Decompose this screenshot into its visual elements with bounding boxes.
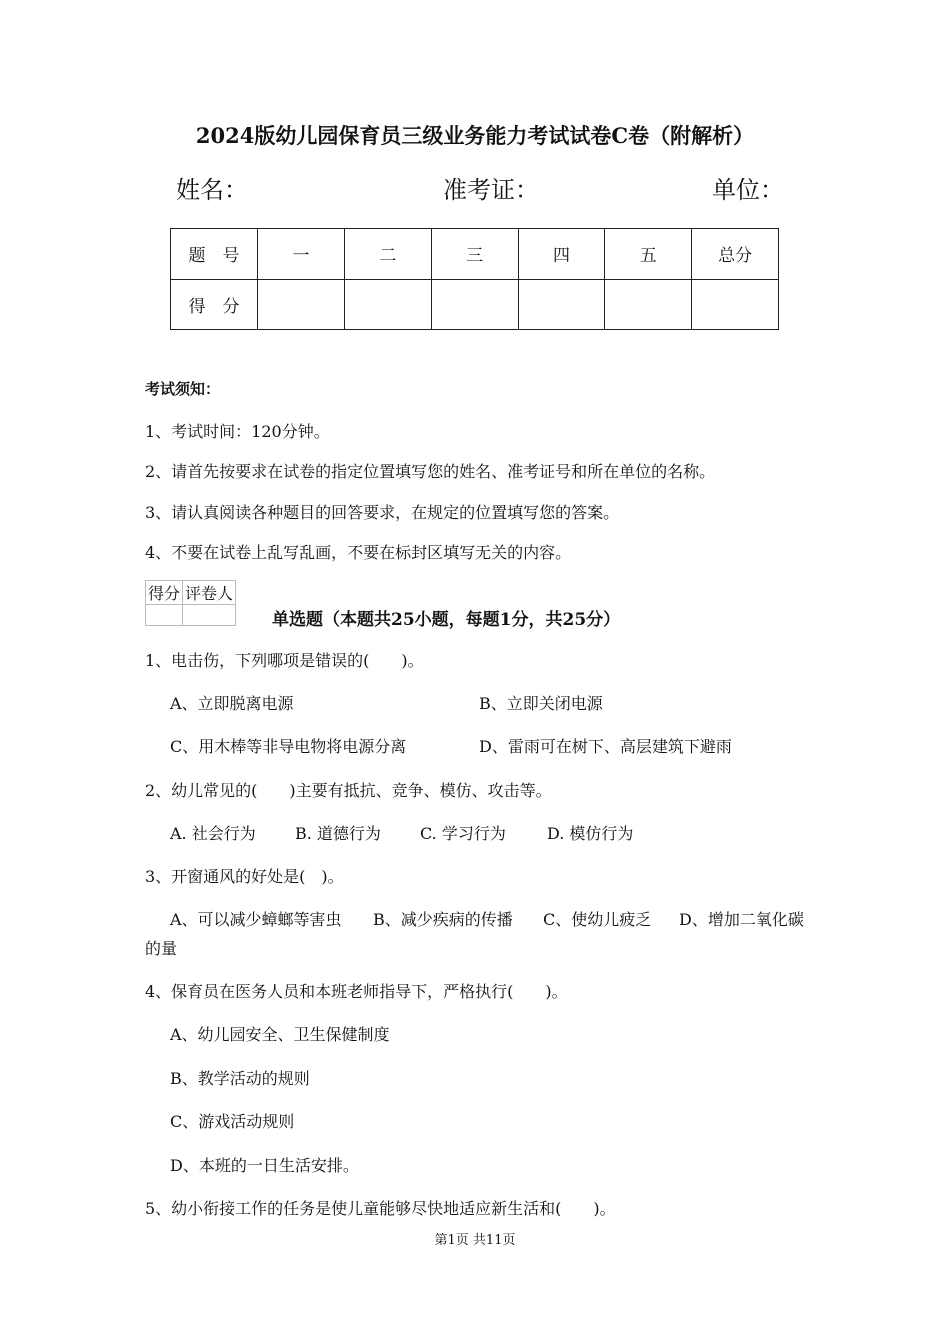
question-stem: 2、幼儿常见的( )主要有抵抗、竞争、模仿、攻击等。: [145, 781, 552, 800]
score-table-header-cell: 二: [344, 229, 431, 280]
option-b: B、减少疾病的传播: [373, 910, 513, 929]
question-stem: 3、开窗通风的好处是( )。: [145, 867, 344, 886]
score-row-label: 得 分: [171, 279, 258, 330]
score-cell[interactable]: [258, 279, 345, 330]
question-stem: 1、电击伤，下列哪项是错误的( )。: [145, 651, 424, 670]
grader-name-label: 评卷人: [183, 581, 236, 605]
grader-name-cell[interactable]: [183, 605, 236, 626]
page-footer: 第1页 共11页: [434, 1233, 516, 1248]
note-item: 4、不要在试卷上乱写乱画，不要在标封区填写无关的内容。: [145, 543, 572, 562]
option-a: A、可以减少蟑螂等害虫: [170, 910, 342, 929]
score-table: [170, 228, 779, 330]
option-b: B、教学活动的规则: [170, 1069, 310, 1088]
note-item: 1、考试时间：120分钟。: [145, 422, 330, 441]
option-a: A、幼儿园安全、卫生保健制度: [170, 1025, 390, 1044]
option-d: D、增加二氧化碳: [679, 910, 804, 929]
notes-heading: 考试须知：: [145, 380, 221, 398]
grader-score-label: 得分: [146, 581, 183, 605]
option-c: C. 学习行为: [420, 824, 506, 843]
option-d: D. 模仿行为: [547, 824, 634, 843]
option-c: C、游戏活动规则: [170, 1112, 295, 1131]
score-cell[interactable]: [605, 279, 692, 330]
section-title: 单选题（本题共25小题，每题1分，共25分）: [272, 610, 621, 630]
score-table-header-cell: 题 号: [171, 229, 258, 280]
option-c: C、使幼儿疲乏: [543, 910, 652, 929]
grader-box: [145, 580, 236, 626]
note-item: 2、请首先按要求在试卷的指定位置填写您的姓名、准考证号和所在单位的名称。: [145, 462, 716, 481]
page-title: 2024版幼儿园保育员三级业务能力考试试卷C卷（附解析）: [195, 123, 755, 148]
score-cell[interactable]: [344, 279, 431, 330]
question-stem: 5、幼小衔接工作的任务是使儿童能够尽快地适应新生活和( )。: [145, 1199, 616, 1218]
name-field-label: 姓名：: [176, 176, 248, 204]
option-c: C、用木棒等非导电物将电源分离: [170, 737, 407, 756]
option-a: A、立即脱离电源: [170, 694, 294, 713]
option-d-continuation: 的量: [145, 939, 178, 958]
grader-score-cell[interactable]: [146, 605, 183, 626]
option-d: D、雷雨可在树下、高层建筑下避雨: [479, 737, 732, 756]
score-table-header-cell: 四: [518, 229, 605, 280]
score-table-header-cell: 五: [605, 229, 692, 280]
question-stem: 4、保育员在医务人员和本班老师指导下，严格执行( )。: [145, 982, 568, 1001]
score-table-header-cell: 一: [258, 229, 345, 280]
score-cell[interactable]: [431, 279, 518, 330]
score-table-score-row: [171, 279, 779, 330]
exam-id-field-label: 准考证：: [443, 176, 539, 204]
option-d: D、本班的一日生活安排。: [170, 1156, 359, 1175]
score-cell[interactable]: [692, 279, 779, 330]
score-cell[interactable]: [518, 279, 605, 330]
score-table-header-row: [171, 229, 779, 280]
option-b: B. 道德行为: [295, 824, 381, 843]
option-a: A. 社会行为: [170, 824, 256, 843]
score-table-header-cell: 总分: [692, 229, 779, 280]
score-table-header-cell: 三: [431, 229, 518, 280]
unit-field-label: 单位：: [712, 176, 784, 204]
option-b: B、立即关闭电源: [479, 694, 603, 713]
note-item: 3、请认真阅读各种题目的回答要求，在规定的位置填写您的答案。: [145, 503, 620, 522]
